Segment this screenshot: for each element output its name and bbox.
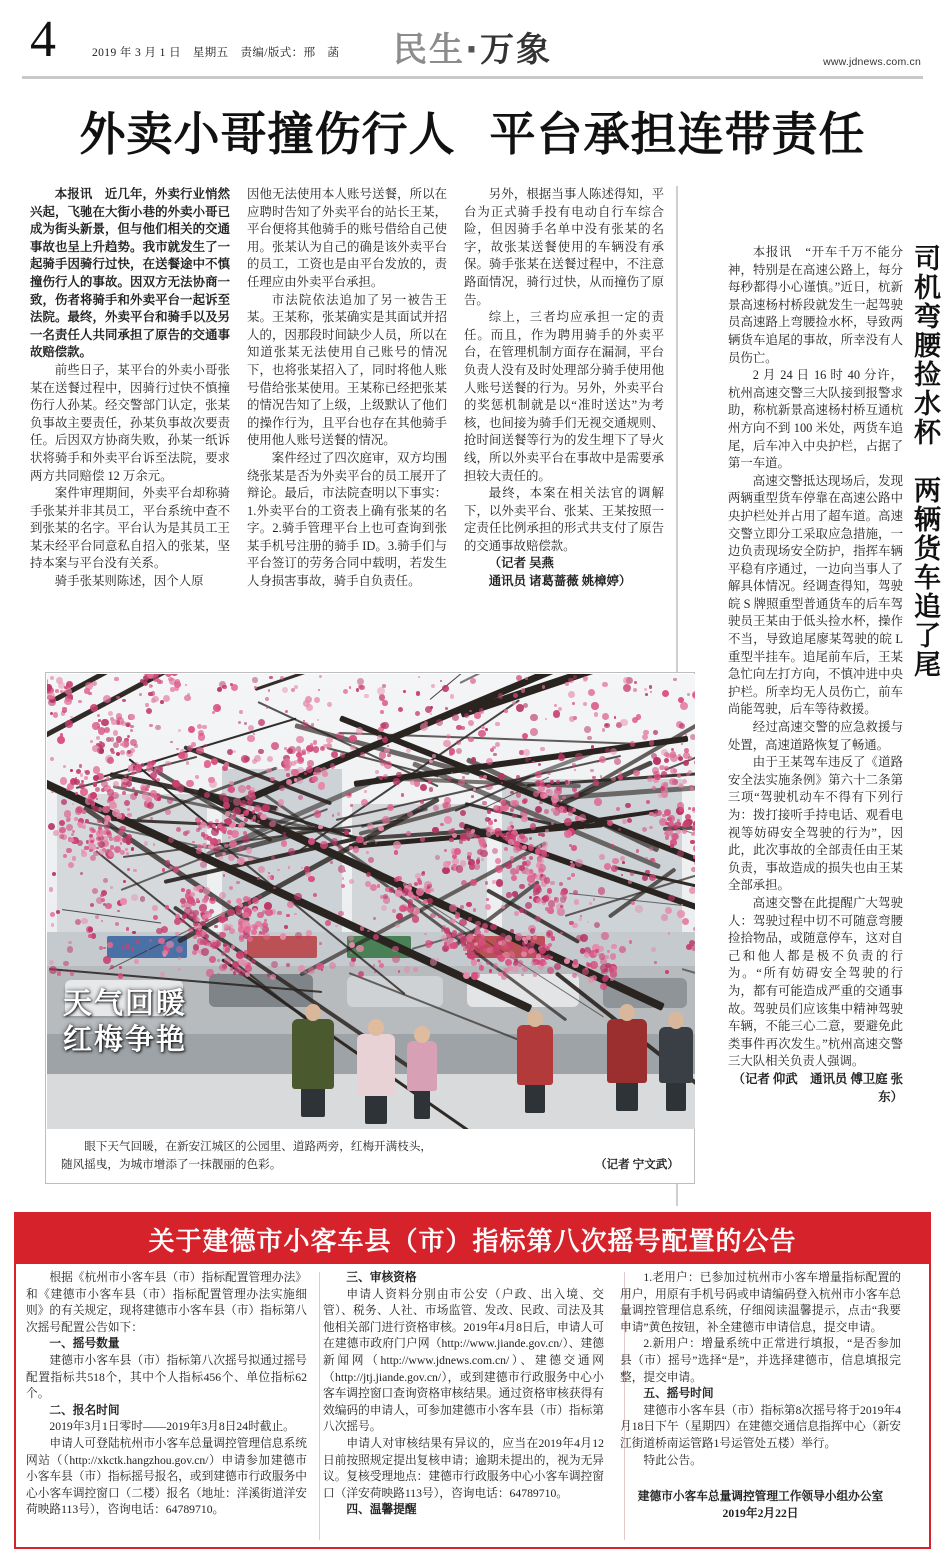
- notice-columns: [16, 1270, 929, 1522]
- paragraph: 申请人资料分别由市公安（户政、出入境、交管）、税务、人社、市场监管、发改、民政、司法及其他相关部门进行资格审核。2019年4月8日后，申请人可在建德市政府门户网（http://www.jiande.gov.cn/）、建德新闻网（http://www.jdnews.com.cn/）、建德交通网（http://jtj.jiande.gov.cn/），或到建德市行政服务中心小客车调控窗口查询资格审核结果。通过资格审核获得有效编码的申请人，可参加建德市小客车县（市）指标第八次摇号。: [323, 1287, 604, 1434]
- headline-part2: 平台承担连带责任: [489, 107, 866, 161]
- page-number: 4: [30, 11, 56, 68]
- photo-overlay-text: [63, 985, 187, 1057]
- article-byline-correspondent: 通讯员 诸葛蔷薇 姚樟婷）: [488, 574, 632, 589]
- notice-title: 关于建德市小客车县（市）指标第八次摇号配置的公告: [148, 1226, 797, 1257]
- article-column-2: [247, 186, 447, 591]
- paragraph: 1.老用户：已参加过杭州市小客车增量指标配置的用户，用原有手机号码或申请编码登入杭州市小客车总量调控管理信息系统，仔细阅读温馨提示，点击“我要申请”黄色按钮，补全建德市申请信息，提交申请。: [620, 1271, 901, 1334]
- photo-caption-line1: 眼下天气回暖，在新安江城区的公园里、道路两旁，红梅开满枝头，: [84, 1140, 433, 1153]
- section-title-dot: ·: [465, 30, 480, 70]
- photo-block: [45, 672, 695, 1184]
- notice-signature: 建德市小客车总量调控管理工作领导小组办公室: [637, 1490, 884, 1504]
- section-title: [0, 22, 945, 71]
- article-column-3: [464, 186, 664, 591]
- paragraph: 申请人对审核结果有异议的，应当在2019年4月12日前按照规定提出复核申请；逾期未提出的，视为无异议。复核受理地点：建德市行政服务中心小客车调控窗口（洋安荷映路113号），咨询电话：64789710。: [323, 1436, 604, 1500]
- paragraph: 建德市小客车县（市）指标第八次摇号拟通过摇号配置指标共518个，其中个人指标456个、单位指标62个。: [26, 1353, 307, 1401]
- sidebar-article: [694, 244, 939, 1194]
- masthead: [0, 0, 945, 78]
- notice-date: 2019年2月22日: [722, 1506, 799, 1520]
- sidebar-body: [728, 244, 903, 1194]
- paragraph: 根据《杭州市小客车县（市）指标配置管理办法》和《建德市小客车县（市）指标配置管理办法实施细则》的有关规定，现将建德市小客车县（市）指标第八次摇号配置公告如下：: [26, 1271, 307, 1334]
- paragraph: 2.新用户：增量系统中正常进行填报，“是否参加县（市）摇号”选择“是”，并选择建德市，信息填报完整，提交申请。: [620, 1337, 901, 1384]
- photo-person: [292, 1004, 334, 1108]
- paragraph: 案件审理期间，外卖平台却称骑手张某并非其员工，平台系统中查不到张某的名字。平台认为是其员工王某未经平台同意私自招入的张某，坚持本案与平台没有关系。: [30, 486, 230, 571]
- photo-person: [407, 1026, 437, 1110]
- article-column-1: [30, 186, 230, 591]
- notice-subheading: 一、摇号数量: [49, 1337, 120, 1351]
- masthead-rule: [22, 76, 923, 79]
- photo-caption: [47, 1130, 693, 1184]
- sidebar-headline: 司机弯腰捡水杯 两辆货车追了尾: [909, 244, 940, 679]
- photo-person: [659, 1012, 693, 1102]
- paragraph: 建德市小客车县（市）指标第8次摇号将于2019年4月18日下午（星期四）在建德交通信息指挥中心（新安江街道桥南运管路1号运管处五楼）举行。: [620, 1403, 901, 1450]
- notice-subheading: 五、摇号时间: [643, 1387, 714, 1401]
- paragraph: 2019年3月1日零时——2019年3月8日24时截止。: [49, 1420, 295, 1434]
- paragraph: 2 月 24 日 16 时 40 分许，杭州高速交警三大队接到报警求助，称杭新景高速杨村桥互通杭州方向不到 100 米处，两货车追尾，后车冲入中央护栏，占据了第一车道。: [728, 368, 903, 471]
- photo-person: [607, 1004, 647, 1102]
- paragraph: 经过高速交警的应急救援与处置，高速道路恢复了畅通。: [728, 720, 903, 752]
- notice-banner: [16, 1214, 929, 1264]
- notice-subheading: 三、审核资格: [346, 1271, 417, 1284]
- paragraph: 特此公告。: [643, 1453, 702, 1467]
- notice-column-2: [323, 1270, 604, 1522]
- paragraph: 案件经过了四次庭审，双方均围绕张某是否为外卖平台的员工展开了辩论。最后，市法院查明以下事实：1.外卖平台的工资表上确有张某的名字。2.骑手管理平台上也可查询到张某手机号注册的骑手 ID。3.骑手们与平台签订的劳务合同中载明，若发生人身损害事故，骑手自负责任。: [247, 450, 447, 589]
- section-title-part2: 万象: [479, 30, 552, 70]
- photo-person: [357, 1019, 395, 1115]
- paragraph: 申请人可登陆杭州市小客车总量调控管理信息系统网站（（http://xkctk.hangzhou.gov.cn/）申请参加建德市小客车县（市）指标摇号报名，或到建德市行政服务中心小客车调控窗口（二楼）报名（地址：洋溪街道洋安荷映路113号），咨询电话：64789710。: [26, 1436, 307, 1517]
- notice-column-1: [26, 1270, 307, 1522]
- photo-caption-line2-row: [61, 1156, 679, 1174]
- headline-part1: 外卖小哥撞伤行人: [79, 107, 456, 161]
- section-title-part1: 民生: [393, 30, 466, 70]
- photo-overlay-line2: 红梅争艳: [63, 1022, 188, 1056]
- paragraph: 另外，根据当事人陈述得知，平台为正式骑手投有电动自行车综合险，但因骑手名单中没有张某的名字，故张某送餐使用的车辆没有承保。骑手张某在送餐过程中，不注意路面情况，骑行过快，从而撞伤了原告。: [464, 187, 664, 307]
- paragraph: 由于王某驾车违反了《道路安全法实施条例》第六十二条第三项“驾驶机动车不得有下列行为：拨打接听手持电话、观看电视等妨碍安全驾驶的行为”，因此，此次事故的全部责任由王某负责，事故造成的损失也由王某全部承担。: [728, 755, 903, 893]
- paragraph: 高速交警在此提醒广大驾驶人：驾驶过程中切不可随意弯腰捡拾物品，或随意停车，这对自己和他人都是极不负责的行为。“所有妨碍安全驾驶的行为，都有可能造成严重的交通事故。驾驶员们应该集中精神驾驶车辆，不能三心二意，要避免此类事件再次发生。”杭州高速交警三大队相关负责人强调。: [728, 895, 903, 1069]
- photo-person: [517, 1010, 553, 1104]
- paragraph: 本报讯 近几年，外卖行业悄然兴起，飞驰在大街小巷的外卖小哥已成为街头新景，但与他们相关的交通事故也呈上升趋势。我市就发生了一起骑手因骑行过快，在送餐途中不慎撞伤行人的事故。因双方无法协商一致，伤者将骑手和外卖平台一起诉至法院。最终，外卖平台和骑手以及另一名责任人共同承担了原告的交通事故赔偿款。: [30, 187, 230, 360]
- website-url: www.jdnews.com.cn: [823, 56, 921, 68]
- issue-meta: 2019 年 3 月 1 日 星期五 责编/版式：邢 菡: [92, 47, 340, 59]
- notice-subheading: 二、报名时间: [49, 1403, 120, 1417]
- main-article: [30, 186, 664, 591]
- public-notice: [14, 1212, 931, 1549]
- paragraph: 因他无法使用本人账号送餐，所以在应聘时告知了外卖平台的站长王某，平台便将其他骑手的账号借给自己使用。张某认为自己的确是该外卖平台的员工，工资也是由平台发放的，责任理应由外卖平台承担。: [247, 187, 447, 289]
- sidebar-byline: （记者 仰武 通讯员 傅卫庭 张东）: [732, 1071, 903, 1104]
- photo-shop-sign: [107, 936, 187, 958]
- article-byline-reporter: （记者 吴燕: [488, 556, 554, 571]
- paragraph: 高速交警抵达现场后，发现两辆重型货车停靠在高速公路中央护栏处并占用了超车道。高速交警立即分工采取应急措施，一边负责现场安全防护，指挥车辆平稳有序通过，一边向当事人了解具体情况。经调查得知，驾驶皖 S 牌照重型普通货车的后车驾驶员王某由于低头捡水杯，操作不当，导致追尾廖某驾驶的皖 L 重型半挂车。追尾前车后，王某急忙向左打方向，不慎冲进中央护栏。所幸均无人员伤亡，前车尚能驾驶，后车等待救援。: [728, 473, 903, 717]
- photo-credit: （记者 宁文武）: [594, 1158, 679, 1171]
- paragraph: 骑手张某则陈述，因个人原: [54, 574, 204, 589]
- paragraph: 综上，三者均应承担一定的责任。而且，作为聘用骑手的外卖平台，在管理机制方面存在漏洞，平台负责人没有及时处理部分骑手使用他人账号送餐的行为。另外，外卖平台的奖惩机制就是以“准时送达”为考核，也间接为骑手们无视交通规则、抢时间送餐等行为的发生埋下了导火线，所以外卖平台在事故中是需要承担较大责任的。: [464, 310, 664, 483]
- notice-column-3: [620, 1270, 901, 1522]
- photo-overlay-line1: 天气回暖: [63, 986, 188, 1020]
- page-title: [0, 98, 945, 164]
- paragraph: 市法院依法追加了另一被告王某。王某称，张某确实是其面试并招人的，因那段时间缺少人员，所以在知道张某无法使用自己账号的情况下，也将张某招入了，同时将他人账号借给张某使用。王某称已经把张某的情况告知了上级，上级默认了他们的操作行为，且平台也存在其他骑手使用他人账号送餐的情况。: [247, 292, 447, 448]
- notice-subheading: 四、温馨提醒: [346, 1503, 417, 1517]
- paragraph: 最终，本案在相关法官的调解下，以外卖平台、张某、王某按照一定责任比例承担的形式共支付了原告的交通事故赔偿款。: [464, 486, 664, 553]
- paragraph: 本报讯 “开车千万不能分神，特别是在高速公路上，每分每秒都得小心谨慎。”近日，杭新景高速杨村桥段就发生一起驾驶员高速路上弯腰捡水杯，导致两辆货车追尾的事故，所幸没有人员伤亡。: [728, 245, 903, 365]
- paragraph: 前些日子，某平台的外卖小哥张某在送餐过程中，因骑行过快不慎撞伤行人孙某。经交警部门认定，张某负事故主要责任，孙某负事故次要责任。后因双方协商失败，孙某一纸诉状将骑手和外卖平台诉至法院，要求两方共同赔偿 12 万余元。: [30, 362, 230, 483]
- photo-caption-line2: 随风摇曳，为城市增添了一抹靓丽的色彩。: [61, 1158, 282, 1171]
- photo-image: [47, 674, 695, 1129]
